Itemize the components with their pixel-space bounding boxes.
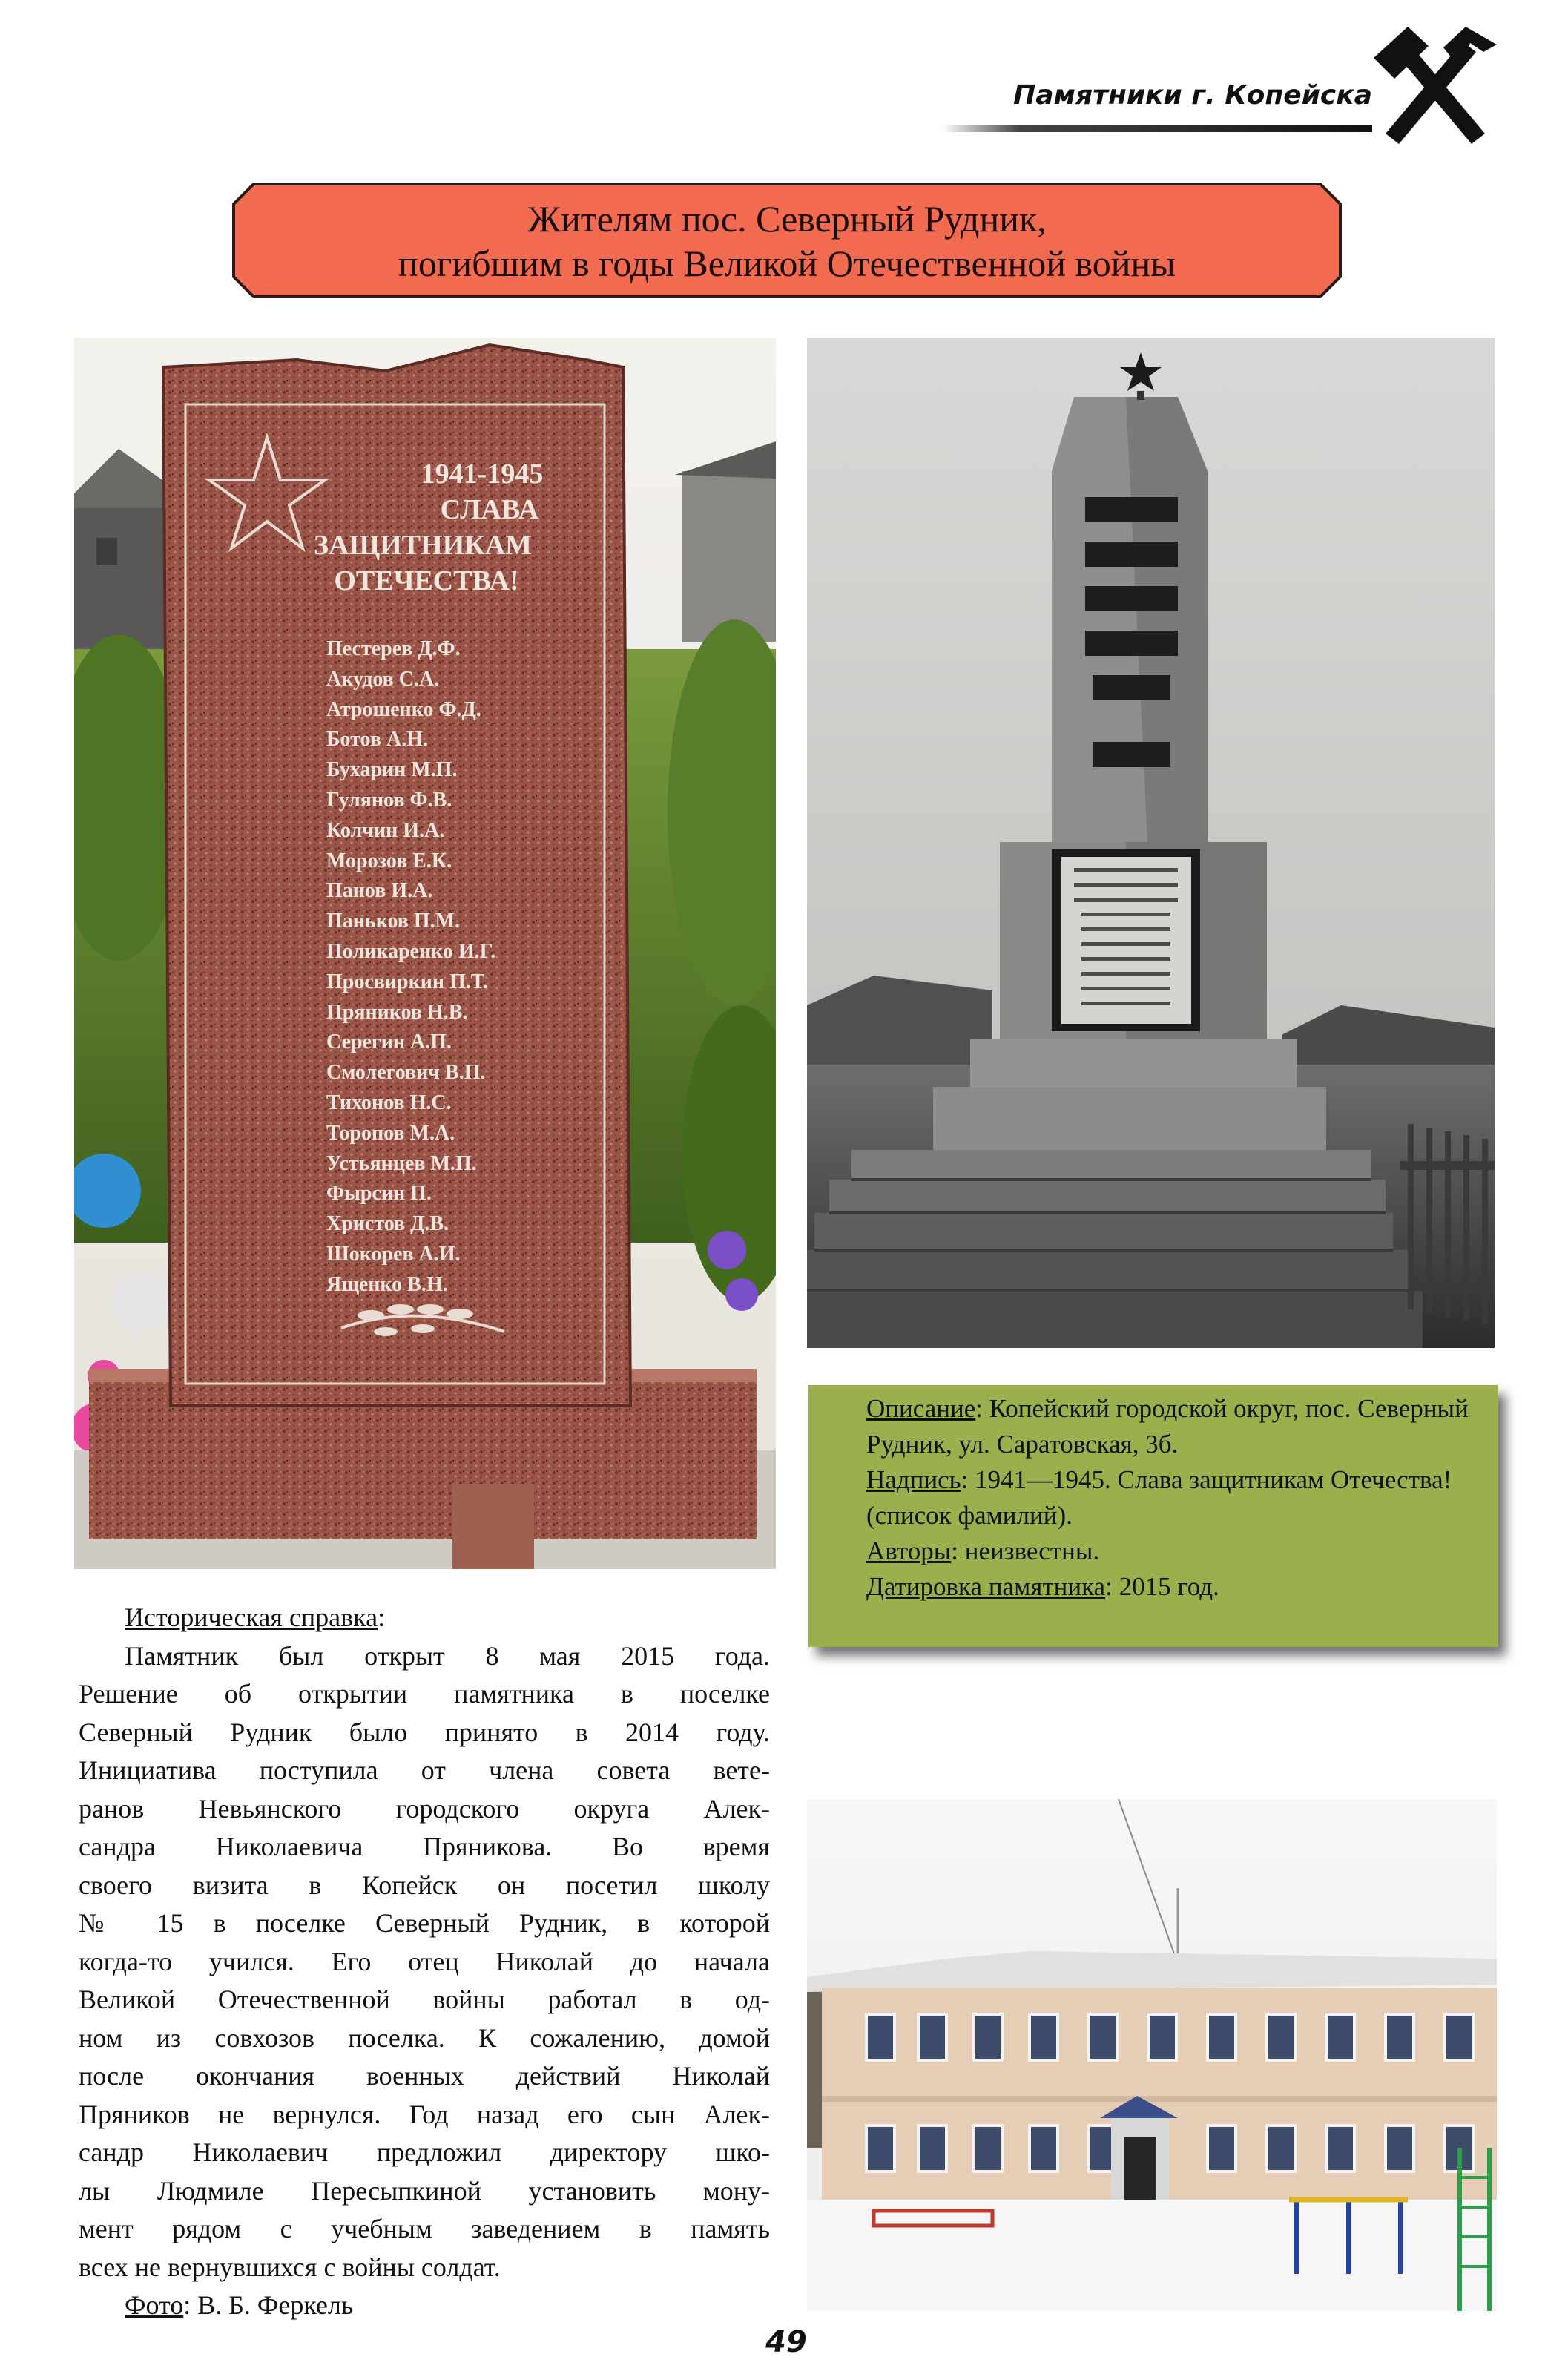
history-line: Памятник был открыт 8 мая 2015 года. [125,1640,770,1671]
history-line: Решение об открытии памятника в поселке [79,1679,770,1709]
history-line: сандр Николаевич предложил директору шко- [79,2137,770,2167]
stele-name: Панов И.А. [326,879,433,903]
stele-name: Акудов С.А. [326,667,440,691]
stele-name: Торопов М.А. [326,1121,455,1145]
stele-name: Пряников Н.В. [326,1000,468,1024]
stele-line-1: СЛАВА [440,494,539,525]
stele-name: Атрошенко Ф.Д. [326,697,481,721]
stele-name: Христов Д.В. [326,1212,449,1236]
history-line: ранов Невьянского городского округа Алек- [79,1793,770,1824]
title-banner [231,182,1343,299]
stele-name: Колчин И.А. [326,818,445,842]
stele-names-list [326,634,593,1301]
stele-name: Серегин А.П. [326,1030,452,1054]
history-line: Северный Рудник было принято в 2014 году. [79,1717,770,1747]
stele-name: Шокорев А.И. [326,1242,461,1266]
authors-label: Авторы [866,1536,952,1565]
section-title: Памятники г. Копейска [1013,80,1372,111]
history-line: Инициатива поступила от члена совета ветe- [79,1755,770,1785]
stele-name: Тихонов Н.С. [326,1091,452,1114]
banner-line-2: погибшим в годы Великой Отечественной войны [398,243,1176,284]
history-line: № 15 в поселке Северный Рудник, в которой [79,1908,770,1938]
photo-credit-value: : В. Б. Феркель [183,2290,354,2320]
description-label: Описание [866,1394,976,1423]
date-value: : 2015 год. [1105,1572,1219,1601]
history-heading: Историческая справка [125,1602,378,1632]
history-line: Великой Отечественной войны работал в од- [79,1985,770,2014]
history-line: после окончания военных действий Николай [79,2061,770,2091]
date-label: Датировка памятника [866,1572,1106,1601]
history-line: своего визита в Копейск он посетил школу [79,1870,770,1900]
history-line: Пряников не вернулся. Год назад его сын Алек- [79,2099,770,2129]
header-rule [942,125,1372,132]
history-line: когда-то учился. Его отец Николай до начала [79,1946,770,1976]
authors-value: : неизвестны. [951,1536,1100,1565]
stele-name: Смолегович В.П. [326,1061,486,1085]
description-box [808,1385,1498,1647]
stele-name: Ботов А.Н. [326,728,428,752]
crossed-hammers-icon [1372,22,1498,145]
stele-inscription [313,456,601,599]
stele-name: Поликаренко И.Г. [326,939,496,963]
history-heading-line [79,1599,770,1637]
inscription-value: : 1941—1945. Слава защитникам Отечества! (список фамилий). [866,1465,1452,1530]
banner-line-1: Жителям пос. Северный Рудник, [527,198,1047,240]
description-value: : Копейский городской округ, пос. Северный Рудник, ул. Саратовская, 3б. [866,1394,1469,1459]
stele-name: Бухарин М.П. [326,758,458,782]
page-number: 49 [765,2325,807,2359]
stele-name: Пестерев Д.Ф. [326,637,461,660]
history-line: всех не вернувшихся с войны солдат. [79,2252,501,2282]
history-note [79,1599,770,2325]
history-line: ном из совхозов поселка. К сожалению, домой [79,2022,770,2053]
archive-obelisk-photo [807,338,1495,1348]
stele-name: Фырсин П. [326,1182,432,1206]
stele-name: Просвиркин П.Т. [326,970,488,993]
photo-credit-line [79,2286,770,2325]
stele-years: 1941-1945 [421,458,544,490]
stele-name: Паньков П.М. [326,910,461,933]
photo-credit-label: Фото [125,2290,184,2320]
description-text [825,1391,1486,1605]
stele-line-2: ЗАЩИТНИКАМ [313,530,533,561]
stele-name: Ященко В.Н. [326,1272,448,1296]
stele-name: Морозов Е.К. [326,849,452,872]
history-heading-suffix: : [378,1602,386,1632]
history-line: лы Людмиле Пересыпкиной установить мону- [79,2175,770,2206]
school-photo [807,1799,1497,2311]
stele-name: Устьянцев М.П. [326,1151,477,1175]
history-line: мент рядом с учебным заведением в память [79,2214,770,2243]
stele-name: Гулянов Ф.В. [326,788,452,812]
history-line: сандра Николаевича Пряникова. Во время [79,1832,770,1861]
inscription-label: Надпись [866,1465,961,1494]
monument-photo [74,338,776,1569]
stele-line-3: ОТЕЧЕСТВА! [334,565,519,596]
